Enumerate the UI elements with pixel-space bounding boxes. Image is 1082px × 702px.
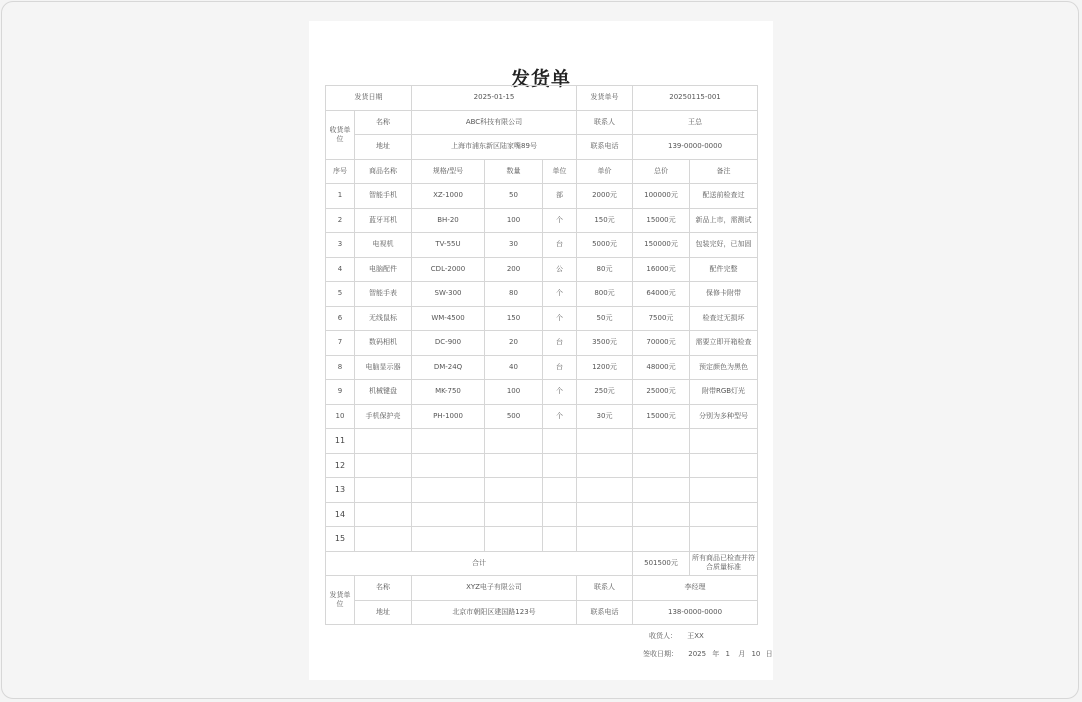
item-name: 数码相机 [355,331,412,356]
item-name: 无线鼠标 [355,306,412,331]
item-total: 15000元 [633,404,690,429]
empty-cell [412,478,485,503]
item-qty: 80 [485,282,543,307]
table-row [326,380,758,405]
item-note: 需要立即开箱检查 [690,331,758,356]
shipper-contact-label: 联系人 [577,576,633,601]
empty-cell [412,429,485,454]
col-total: 总价 [633,159,690,184]
item-note: 检查过无损坏 [690,306,758,331]
item-no: 5 [326,282,355,307]
item-qty: 100 [485,208,543,233]
empty-cell [577,527,633,552]
item-total: 7500元 [633,306,690,331]
empty-cell [355,429,412,454]
item-total: 15000元 [633,208,690,233]
item-unit: 台 [543,331,577,356]
item-unit: 部 [543,184,577,209]
empty-row-no: 12 [326,453,355,478]
item-total: 70000元 [633,331,690,356]
item-price: 50元 [577,306,633,331]
item-qty: 20 [485,331,543,356]
column-header-row [326,159,758,184]
empty-cell [485,527,543,552]
empty-cell [485,478,543,503]
empty-cell [633,453,690,478]
item-name: 手机保护壳 [355,404,412,429]
empty-cell [690,502,758,527]
empty-row-no: 11 [326,429,355,454]
col-price: 单价 [577,159,633,184]
item-total: 150000元 [633,233,690,258]
empty-cell [485,429,543,454]
sign-date-label: 签收日期： [643,650,678,658]
empty-cell [543,429,577,454]
table-row [326,404,758,429]
item-no: 1 [326,184,355,209]
empty-cell [690,478,758,503]
empty-cell [577,453,633,478]
empty-cell [355,453,412,478]
empty-cell [633,502,690,527]
item-note: 配送前检查过 [690,184,758,209]
summary-row [326,551,758,576]
item-price: 250元 [577,380,633,405]
sign-date [643,649,773,659]
receiver-section-label: 收货单位 [326,110,355,159]
receiver-address-value: 上海市浦东新区陆家嘴89号 [412,135,577,160]
item-model: WM-4500 [412,306,485,331]
item-unit: 个 [543,380,577,405]
item-total: 25000元 [633,380,690,405]
item-qty: 40 [485,355,543,380]
shipper-phone-label: 联系电话 [577,600,633,625]
item-name: 智能手表 [355,282,412,307]
item-no: 6 [326,306,355,331]
receiver-signature-label: 收货人： [649,632,677,640]
order-no-label: 发货单号 [577,86,633,111]
item-note: 分别为多种型号 [690,404,758,429]
shipper-name-value: XYZ电子有限公司 [412,576,577,601]
empty-row [326,527,758,552]
sign-date-day: 10 [751,650,761,658]
empty-cell [633,478,690,503]
empty-cell [577,478,633,503]
table-row [326,331,758,356]
shipper-row-2 [326,600,758,625]
item-model: DC-900 [412,331,485,356]
table-row [326,208,758,233]
receiver-name-value: ABC科技有限公司 [412,110,577,135]
empty-cell [633,527,690,552]
item-model: PH-1000 [412,404,485,429]
item-price: 150元 [577,208,633,233]
receiver-signature-value: 王XX [687,632,704,640]
item-qty: 50 [485,184,543,209]
item-unit: 个 [543,306,577,331]
empty-cell [577,502,633,527]
item-total: 16000元 [633,257,690,282]
item-price: 5000元 [577,233,633,258]
item-name: 智能手机 [355,184,412,209]
receiver-phone-label: 联系电话 [577,135,633,160]
item-note: 配件完整 [690,257,758,282]
item-no: 9 [326,380,355,405]
item-price: 800元 [577,282,633,307]
document-page [309,21,773,680]
col-no: 序号 [326,159,355,184]
table-row [326,355,758,380]
item-no: 2 [326,208,355,233]
item-total: 48000元 [633,355,690,380]
item-unit: 个 [543,208,577,233]
receiver-signature [649,631,704,641]
empty-cell [690,527,758,552]
item-name: 机械键盘 [355,380,412,405]
item-name: 电视机 [355,233,412,258]
empty-cell [577,429,633,454]
order-no-value: 20250115-001 [633,86,758,111]
receiver-contact-value: 王总 [633,110,758,135]
item-price: 3500元 [577,331,633,356]
empty-cell [355,478,412,503]
receiver-name-label: 名称 [355,110,412,135]
empty-row [326,429,758,454]
receiver-row-1 [326,110,758,135]
col-qty: 数量 [485,159,543,184]
empty-cell [485,502,543,527]
empty-cell [543,453,577,478]
item-model: BH-20 [412,208,485,233]
col-unit: 单位 [543,159,577,184]
page-title: 发货单 [510,68,571,90]
item-unit: 台 [543,355,577,380]
table-row [326,233,758,258]
item-qty: 150 [485,306,543,331]
empty-cell [633,429,690,454]
item-note: 包装完好，已加固 [690,233,758,258]
ship-date-label: 发货日期 [326,86,412,111]
item-unit: 个 [543,282,577,307]
sign-date-year: 2025 [688,650,707,658]
item-no: 10 [326,404,355,429]
receiver-phone-value: 139-0000-0000 [633,135,758,160]
empty-row-no: 15 [326,527,355,552]
table-row [326,257,758,282]
col-model: 规格/型号 [412,159,485,184]
empty-cell [355,527,412,552]
item-qty: 500 [485,404,543,429]
table-row [326,184,758,209]
col-name: 商品名称 [355,159,412,184]
shipper-section-label: 发货单位 [326,576,355,625]
empty-row [326,502,758,527]
empty-cell [412,527,485,552]
item-name: 蓝牙耳机 [355,208,412,233]
item-note: 新品上市，需测试 [690,208,758,233]
item-name: 电脑配件 [355,257,412,282]
item-qty: 30 [485,233,543,258]
item-unit: 台 [543,233,577,258]
item-note: 保修卡附带 [690,282,758,307]
summary-total: 501500元 [633,551,690,576]
item-no: 3 [326,233,355,258]
shipping-table [325,85,758,625]
shipper-row-1 [326,576,758,601]
receiver-contact-label: 联系人 [577,110,633,135]
item-total: 64000元 [633,282,690,307]
summary-label: 合计 [326,551,633,576]
table-row [326,306,758,331]
item-model: DM-24Q [412,355,485,380]
item-qty: 100 [485,380,543,405]
item-price: 30元 [577,404,633,429]
item-price: 1200元 [577,355,633,380]
item-price: 2000元 [577,184,633,209]
item-qty: 200 [485,257,543,282]
empty-cell [412,502,485,527]
table-row [326,282,758,307]
item-unit: 公 [543,257,577,282]
empty-row-no: 14 [326,502,355,527]
ship-date-value: 2025-01-15 [412,86,577,111]
header-row [326,86,758,111]
shipper-address-value: 北京市朝阳区建国路123号 [412,600,577,625]
item-total: 100000元 [633,184,690,209]
empty-cell [485,453,543,478]
empty-row [326,478,758,503]
shipper-name-label: 名称 [355,576,412,601]
item-model: CDL-2000 [412,257,485,282]
item-model: MK-750 [412,380,485,405]
shipper-contact-value: 李经理 [633,576,758,601]
item-no: 8 [326,355,355,380]
empty-cell [543,478,577,503]
empty-row [326,453,758,478]
sign-date-month-unit: 月 [738,650,746,658]
item-model: TV-55U [412,233,485,258]
item-no: 4 [326,257,355,282]
sign-date-month: 1 [725,650,730,658]
receiver-address-label: 地址 [355,135,412,160]
item-model: XZ-1000 [412,184,485,209]
item-price: 80元 [577,257,633,282]
shipper-phone-value: 138-0000-0000 [633,600,758,625]
item-note: 附带RGB灯光 [690,380,758,405]
shipper-address-label: 地址 [355,600,412,625]
summary-note: 所有商品已检查并符合质量标准 [690,551,758,576]
empty-cell [355,502,412,527]
receiver-row-2 [326,135,758,160]
item-no: 7 [326,331,355,356]
empty-cell [690,453,758,478]
col-note: 备注 [690,159,758,184]
item-model: SW-300 [412,282,485,307]
item-note: 预定颜色为黑色 [690,355,758,380]
empty-cell [543,527,577,552]
item-unit: 个 [543,404,577,429]
item-name: 电脑显示器 [355,355,412,380]
empty-cell [690,429,758,454]
sign-date-day-unit: 日 [765,650,773,658]
empty-cell [412,453,485,478]
sign-date-year-unit: 年 [712,650,720,658]
empty-cell [543,502,577,527]
empty-row-no: 13 [326,478,355,503]
